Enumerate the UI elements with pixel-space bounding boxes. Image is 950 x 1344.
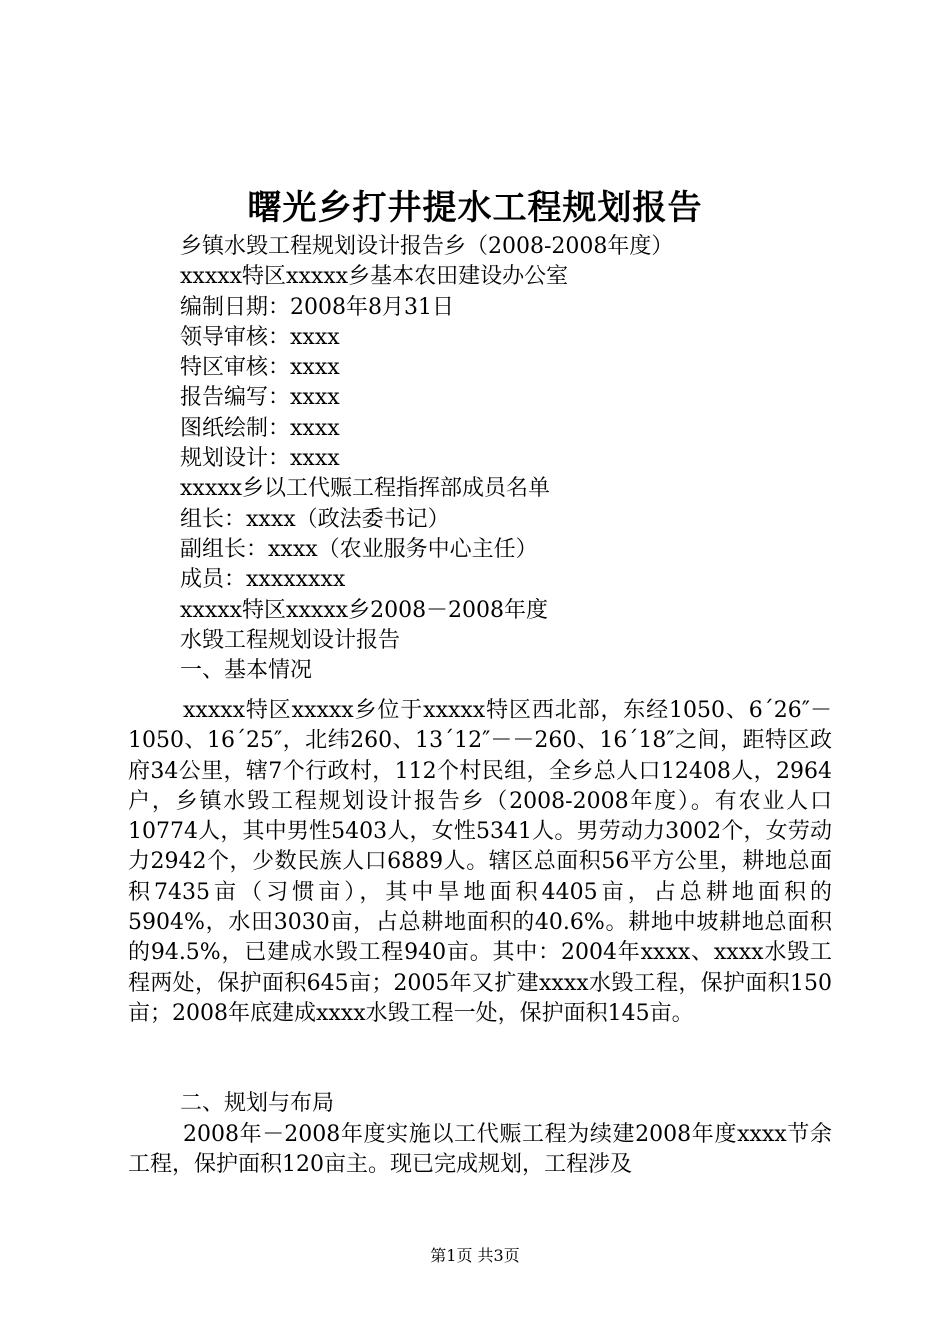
header-line: 领导审核：xxxx — [180, 324, 340, 350]
header-line: 副组长：xxxx（农业服务中心主任） — [180, 536, 538, 562]
section-heading-1: 一、基本情况 — [180, 658, 313, 684]
paragraph-basic-info: xxxxx特区xxxxx乡位于xxxxx特区西北部，东经1050、6´26″－1050、16´25″，北纬260、13´12″－－260、16´18″之间，距特区政府34公里，辖7个行政村，112个村民组，全乡总人口12408人，2964户，乡镇水毁工程规划设计报告乡（2008-2008年度）。有农业人口10774人，其中男性5403人，女性5341人。男劳动力3002个，女劳动力2942个，少数民族人口6889人。辖区总面积56平方公里，耕地总面积7435亩（习惯亩），其中旱地面积4405亩，占总耕地面积的5904%，水田3030亩，占总耕地面积的40.6%。耕地中坡耕地总面积的94.5%，已建成水毁工程940亩。其中：2004年xxxx、xxxx水毁工程两处，保护面积645亩；2005年又扩建xxxx水毁工程，保护面积150亩；2008年底建成xxxx水毁工程一处，保护面积145亩。 — [128, 698, 832, 1026]
header-line: 图纸绘制：xxxx — [180, 415, 340, 441]
header-line: 水毁工程规划设计报告 — [180, 627, 401, 653]
header-line: 规划设计：xxxx — [180, 446, 340, 472]
header-line: 成员：xxxxxxxx — [180, 567, 346, 593]
header-line: 编制日期：2008年8月31日 — [180, 294, 454, 320]
header-line: 特区审核：xxxx — [180, 355, 340, 381]
paragraph-planning: 2008年－2008年度实施以工代赈工程为续建2008年度xxxx节余工程，保护面积120亩主。现已完成规划，工程涉及 — [128, 1122, 832, 1178]
header-line: 乡镇水毁工程规划设计报告乡（2008-2008年度） — [180, 234, 674, 259]
header-lines — [180, 232, 840, 686]
document-title: 曙光乡打井提水工程规划报告 — [247, 188, 703, 228]
header-line: xxxxx特区xxxxx乡基本农田建设办公室 — [180, 264, 569, 290]
header-line: xxxxx乡以工代赈工程指挥部成员名单 — [180, 476, 551, 502]
section-heading-2: 二、规划与布局 — [180, 1091, 335, 1116]
header-line: 组长：xxxx（政法委书记） — [180, 506, 450, 532]
header-line: 报告编写：xxxx — [180, 385, 340, 411]
page-footer: 第1页 共3页 — [430, 1246, 520, 1265]
header-line: xxxxx特区xxxxx乡2008－2008年度 — [180, 597, 549, 623]
